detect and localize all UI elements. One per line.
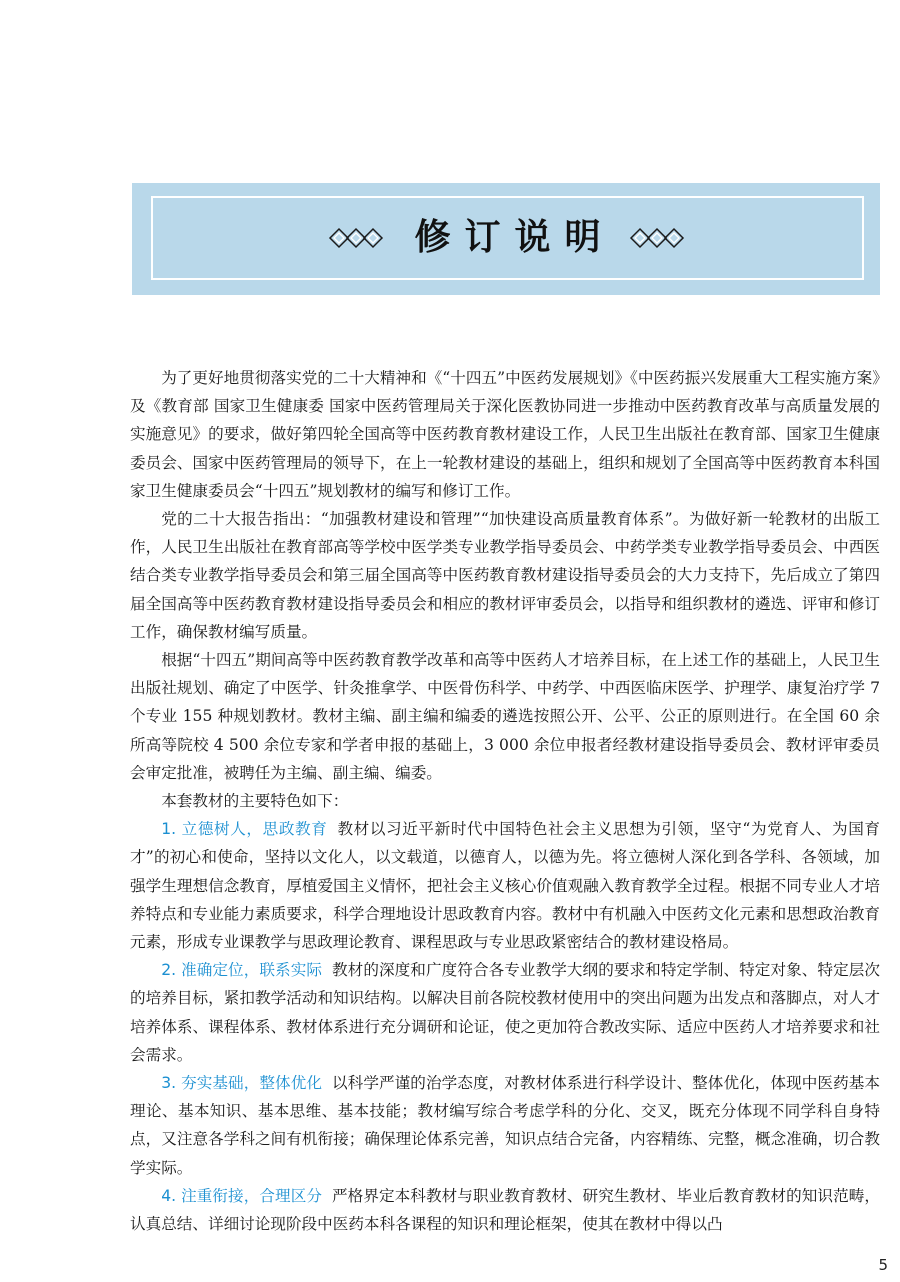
feature-heading: 4. 注重衔接，合理区分	[161, 1186, 323, 1205]
page-title: 修订说明	[414, 217, 615, 258]
paragraph	[130, 646, 880, 787]
feature-paragraph	[130, 1182, 880, 1238]
paragraph	[130, 505, 880, 646]
feature-paragraph	[130, 815, 880, 956]
feature-heading: 1. 立德树人，思政教育	[161, 820, 328, 839]
title-frame	[151, 196, 864, 280]
page-number: 5	[878, 1256, 888, 1274]
feature-paragraph	[130, 956, 880, 1069]
paragraph	[130, 787, 880, 815]
feature-heading: 2. 准确定位，联系实际	[161, 961, 323, 980]
paragraph	[130, 364, 880, 505]
feature-heading: 3. 夯实基础，整体优化	[161, 1074, 323, 1093]
paragraph-text: 根据“十四五”期间高等中医药教育教学改革和高等中医药人才培养目标，在上述工作的基础上，人民卫生出版社规划、确定了中医学、针灸推拿学、中医骨伤科学、中药学、中西医临床医学、护理学、康复治疗学 7 个专业 155 种规划教材。教材主编、副主编和编委的遴选按照公开、公平、公正的原则进行。在全国 60 余所高等院校 4 500 余位专家和学者申报的基础上，3 000 余位申报者经教材建设指导委员会、教材评审委员会审定批准，被聘任为主编、副主编、编委。	[130, 651, 880, 782]
paragraph-text: 本套教材的主要特色如下：	[161, 792, 349, 811]
paragraph-text: 严格界定本科教材与职业教育教材、研究生教材、毕业后教育教材的知识范畴，认真总结、详细讨论现阶段中医药本科各课程的知识和理论框架，使其在教材中得以凸	[130, 1186, 880, 1234]
diamond-ornament-icon	[328, 225, 386, 251]
paragraph-text: 教材的深度和广度符合各专业教学大纲的要求和特定学制、特定对象、特定层次的培养目标，紧扣教学活动和知识结构。以解决目前各院校教材使用中的突出问题为出发点和落脚点，对人才培养体系、课程体系、教材体系进行充分调研和论证，使之更加符合教改实际、适应中医药人才培养要求和社会需求。	[130, 961, 880, 1064]
paragraph-text: 党的二十大报告指出：“加强教材建设和管理”“加快建设高质量教育体系”。为做好新一轮教材的出版工作，人民卫生出版社在教育部高等学校中医学类专业教学指导委员会、中药学类专业教学指导委员会、中西医结合类专业教学指导委员会和第三届全国高等中医药教育教材建设指导委员会的大力支持下，先后成立了第四届全国高等中医药教育教材建设指导委员会和相应的教材评审委员会，以指导和组织教材的遴选、评审和修订工作，确保教材编写质量。	[130, 510, 880, 641]
paragraph-text: 以科学严谨的治学态度，对教材体系进行科学设计、整体优化，体现中医药基本理论、基本知识、基本思维、基本技能；教材编写综合考虑学科的分化、交叉，既充分体现不同学科自身特点，又注意各学科之间有机衔接；确保理论体系完善，知识点结合完备，内容精练、完整，概念准确，切合教学实际。	[130, 1074, 880, 1177]
paragraph-text: 教材以习近平新时代中国特色社会主义思想为引领，坚守“为党育人、为国育才”的初心和使命，坚持以文化人，以文载道，以德育人，以德为先。将立德树人深化到各学科、各领域，加强学生理想信念教育，厚植爱国主义情怀，把社会主义核心价值观融入教育教学全过程。根据不同专业人才培养特点和专业能力素质要求，科学合理地设计思政教育内容。教材中有机融入中医药文化元素和思想政治教育元素，形成专业课教学与思政理论教育、课程思政与专业思政紧密结合的教材建设格局。	[130, 820, 880, 952]
diamond-ornament-icon	[629, 225, 687, 251]
paragraph-text: 为了更好地贯彻落实党的二十大精神和《“十四五”中医药发展规划》《中医药振兴发展重大工程实施方案》及《教育部 国家卫生健康委 国家中医药管理局关于深化医教协同进一步推动中医药教育改革与高质量发展的实施意见》的要求，做好第四轮全国高等中医药教育教材建设工作，人民卫生出版社在教育部、国家卫生健康委员会、国家中医药管理局的领导下，在上一轮教材建设的基础上，组织和规划了全国高等中医药教育本科国家卫生健康委员会“十四五”规划教材的编写和修订工作。	[130, 369, 880, 500]
feature-paragraph	[130, 1069, 880, 1182]
body-text	[130, 364, 880, 1238]
